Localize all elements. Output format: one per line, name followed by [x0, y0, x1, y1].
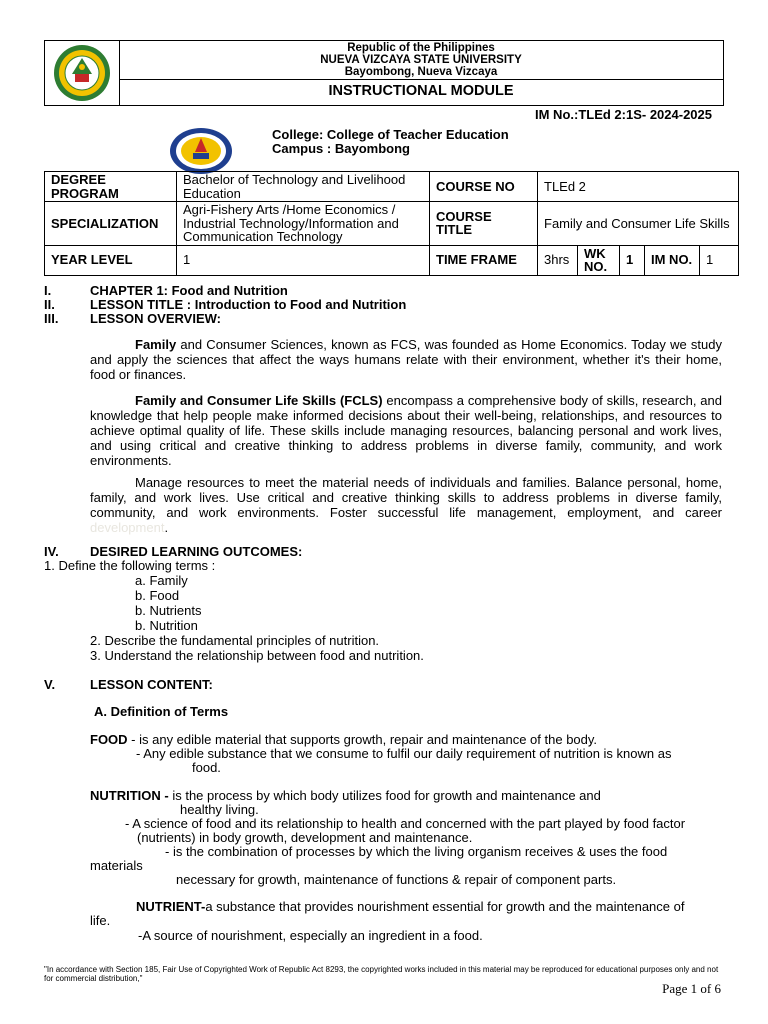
year-level-value: 1: [177, 245, 430, 275]
outcome-item-3: 3. Understand the relationship between food and nutrition.: [90, 648, 424, 663]
nutrition-definition-3: - is the combination of processes by which the living organism receives & uses the food: [165, 844, 668, 859]
table-row: [45, 245, 739, 275]
outline-num-iv: IV.: [44, 544, 59, 559]
course-title-value: Family and Consumer Life Skills: [538, 202, 739, 246]
outcome-item-2: 2. Describe the fundamental principles of nutrition.: [90, 633, 380, 648]
nutrition-definition-1-cont: healthy living.: [180, 802, 259, 817]
list-item: a. Family: [135, 573, 188, 588]
table-row: [45, 172, 739, 202]
university-seal-icon: [45, 41, 119, 105]
im-number-label: IM NO.: [645, 245, 700, 275]
outline-num-i: I.: [44, 283, 52, 298]
header-box: [44, 40, 724, 106]
chapter-title: CHAPTER 1: Food and Nutrition: [90, 283, 288, 298]
list-item: b. Nutrients: [135, 603, 202, 618]
nutrition-definition-1: NUTRITION - is the process by which body utilizes food for growth and maintenance and: [90, 788, 601, 803]
degree-label: DEGREE PROGRAM: [45, 172, 177, 202]
module-title-cell: [119, 79, 723, 105]
faded-word: development: [90, 520, 165, 535]
nutrition-definition-2-cont: (nutrients) in body growth, development and maintenance.: [137, 830, 473, 845]
list-item: b. Nutrition: [135, 618, 198, 633]
im-number: IM No.:TLEd 2:1S- 2024-2025: [535, 107, 712, 122]
time-frame-value: 3hrs: [538, 245, 578, 275]
food-definition-2-cont: food.: [192, 760, 221, 775]
im-number-value: 1: [700, 245, 739, 275]
fcls-term: Family and Consumer Life Skills (FCLS): [135, 393, 383, 408]
university-name: NUEVA VIZCAYA STATE UNIVERSITY: [320, 54, 522, 66]
overview-paragraph-2: Family and Consumer Life Skills (FCLS) encompass a comprehensive body of skills, research, and knowledge that help people make informed decisions about their well-being, relationships, and resources to achieve optimal quality of life. These skills include managing resources, balancing personal and work lives, and using critical and creative thinking to address problems in diverse family, community, and work environments.: [90, 393, 722, 468]
outcome-item-1: 1. Define the following terms :: [44, 558, 216, 573]
time-frame-label: TIME FRAME: [430, 245, 538, 275]
specialization-label: SPECIALIZATION: [45, 202, 177, 246]
outline-num-v: V.: [44, 677, 56, 692]
nutrition-definition-3-cont: materials: [90, 858, 143, 873]
copyright-disclaimer: "In accordance with Section 185, Fair Use of Copyrighted Work of Republic Act 8293, the copyrighted works included in this material may be reproduced for educational purposes only and not for commercial distribution,": [44, 965, 719, 983]
degree-value: Bachelor of Technology and Livelihood Education: [177, 172, 430, 202]
lesson-content-heading: LESSON CONTENT:: [90, 677, 213, 692]
nutrient-term: NUTRIENT-: [136, 899, 206, 914]
food-definition-2: - Any edible substance that we consume to fulfil our daily requirement of nutrition is known as: [136, 746, 672, 761]
course-no-value: TLEd 2: [538, 172, 739, 202]
college-seal-icon: [166, 126, 236, 176]
course-no-label: COURSE NO: [430, 172, 538, 202]
university-heading: [119, 41, 723, 80]
university-seal-cell: [45, 41, 120, 105]
definition-of-terms-heading: A. Definition of Terms: [94, 704, 229, 719]
outline-num-iii: III.: [44, 311, 59, 326]
list-item: b. Food: [135, 588, 180, 603]
food-definition-1: FOOD - is any edible material that supports growth, repair and maintenance of the body.: [90, 732, 598, 747]
module-title: INSTRUCTIONAL MODULE: [328, 83, 514, 99]
university-location: Bayombong, Nueva Vizcaya: [344, 66, 498, 78]
year-level-label: YEAR LEVEL: [45, 245, 177, 275]
campus-line: Campus : Bayombong: [272, 141, 410, 156]
nutrient-definition-1: NUTRIENT-a substance that provides nourishment essential for growth and the maintenance of: [136, 899, 685, 914]
family-term: Family: [135, 337, 177, 352]
specialization-value: Agri-Fishery Arts /Home Economics / Industrial Technology/Information and Communication Technology: [177, 202, 430, 246]
food-term: FOOD: [90, 732, 128, 747]
table-row: [45, 202, 739, 246]
overview-paragraph-1: Family and Consumer Sciences, known as FCS, was founded as Home Economics. Today we study and apply the sciences that affect the ways humans relate with their environment, whether it's their home, food or finances.: [90, 337, 722, 382]
nutrient-definition-2: -A source of nourishment, especially an ingredient in a food.: [138, 928, 483, 943]
nutrition-term: NUTRITION -: [90, 788, 169, 803]
outcomes-heading: DESIRED LEARNING OUTCOMES:: [90, 544, 303, 559]
outline-num-ii: II.: [44, 297, 55, 312]
college-line: College: College of Teacher Education: [272, 127, 509, 142]
course-info-table: [44, 171, 739, 276]
week-number-value: 1: [620, 245, 645, 275]
overview-paragraph-3: Manage resources to meet the material needs of individuals and families. Balance personal, home, family, and work lives. Use critical and creative thinking skills to address problems in diverse family, community, and work environments. Foster successful life management, employment, and career development.: [90, 475, 722, 535]
course-title-label: COURSE TITLE: [430, 202, 538, 246]
nutrient-definition-1-cont: life.: [90, 913, 111, 928]
week-number-label: WK NO.: [578, 245, 620, 275]
nutrition-definition-2: - A science of food and its relationship to health and concerned with the part played by food factor: [125, 816, 686, 831]
nutrition-definition-3-end: necessary for growth, maintenance of functions & repair of component parts.: [176, 872, 617, 887]
lesson-overview-heading: LESSON OVERVIEW:: [90, 311, 221, 326]
republic-line: Republic of the Philippines: [347, 42, 495, 54]
page-number: Page 1 of 6: [662, 981, 721, 996]
lesson-title: LESSON TITLE : Introduction to Food and Nutrition: [90, 297, 407, 312]
